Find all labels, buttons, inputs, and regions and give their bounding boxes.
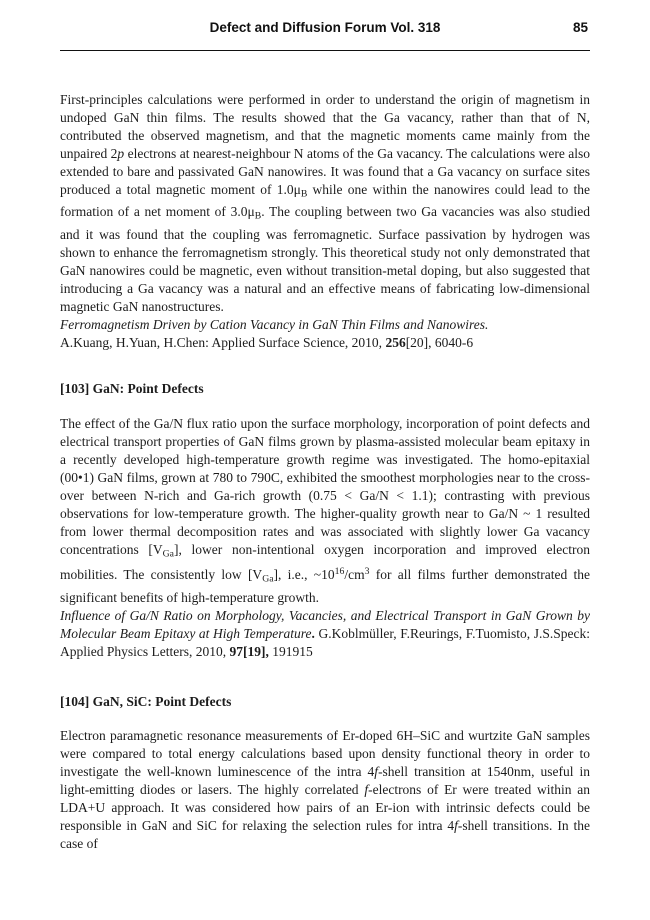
- reference-citation: Influence of Ga/N Ratio on Morphology, Vacancies, and Electrical Transport in GaN Grown by Molecular Beam Epitaxy at High Temperature. G.Koblmüller, F.Reurings, F.Tuomisto, J.S.Speck: Applied Physics Letters, 2010, 97[19], 191915: [60, 607, 590, 659]
- entry-103: [60, 380, 590, 661]
- page-header: [60, 0, 590, 36]
- entry-104: [60, 693, 590, 853]
- entry-102-continued: [60, 91, 590, 352]
- abstract-text: The effect of the Ga/N flux ratio upon the surface morphology, incorporation of point defects and electrical transport properties of GaN films grown by plasma-assisted molecular beam epitaxy in a recently developed high-temperature growth regime was investigated. The homo-epitaxial (00•1) GaN films, grown at 780 to 790C, exhibited the smoothest morphologies near to the cross-over between N-rich and Ga-rich growth (0.75 < Ga/N < 1.1); contrasting with previous observations for low-temperature growth. The higher-quality growth near to Ga/N ~ 1 resulted from lower thermal decomposition rates and was associated with slightly lower Ga vacancy concentrations [VGa], lower non-intentional oxygen incorporation and improved electron mobilities. The consistently low [VGa], i.e., $\sim 10^{16}/cm^3$ for all films further demonstrated the significant benefits of high-temperature growth.: [60, 415, 591, 605]
- abstract-text: First-principles calculations were performed in order to understand the origin of magnetism in undoped GaN thin films. The results showed that the Ga vacancy, rather than that of N, contributed the observed magnetism, and that the magnetic moments came mainly from the unpaired 2p electrons at nearest-neighbour N atoms of the Ga vacancy. The calculations were also extended to bare and passivated GaN nanowires. It was found that a Ga vacancy on surface sites produced a total magnetic moment of 1.0μB while one within the nanowires could lead to the formation of a net moment of 3.0μB. The coupling between two Ga vacancies was also studied and it was found that the coupling was ferromagnetic. Surface passivation by hydrogen was shown to enhance the ferromagnetism strongly. This theoretical study not only demonstrated that GaN nanowires could be magnetic, even without transition-metal doping, but also suggested that introducing a Ga vacancy was a natural and an effective means of fabricating low-dimensional magnetic GaN nanostructures.: [60, 92, 590, 314]
- journal-title: Defect and Diffusion Forum Vol. 318: [209, 20, 441, 35]
- entry-heading-104: [104] GaN, SiC: Point Defects: [60, 693, 232, 709]
- header-rule: [60, 50, 590, 51]
- entry-heading-103: [103] GaN: Point Defects: [60, 380, 204, 396]
- page-number: 85: [572, 20, 588, 35]
- reference-citation: Ferromagnetism Driven by Cation Vacancy in GaN Thin Films and Nanowires. A.Kuang, H.Yuan, H.Chen: Applied Surface Science, 2010, 256[20], 6040-6: [60, 316, 489, 350]
- abstract-text: Electron paramagnetic resonance measurements of Er-doped 6H–SiC and wurtzite GaN samples were compared to total energy calculations based upon density functional theory in order to investigate the well-known luminescence of the intra 4f-shell transition at 1540nm, useful in light-emitting diodes or lasers. The highly correlated f-electrons of Er were treated within an LDA+U approach. It was considered how pairs of an Er-ion with intrinsic defects could be responsible in GaN and SiC for relaxing the selection rules for intra 4f-shell transitions. In the case of: [60, 727, 591, 851]
- page-body: [60, 91, 590, 853]
